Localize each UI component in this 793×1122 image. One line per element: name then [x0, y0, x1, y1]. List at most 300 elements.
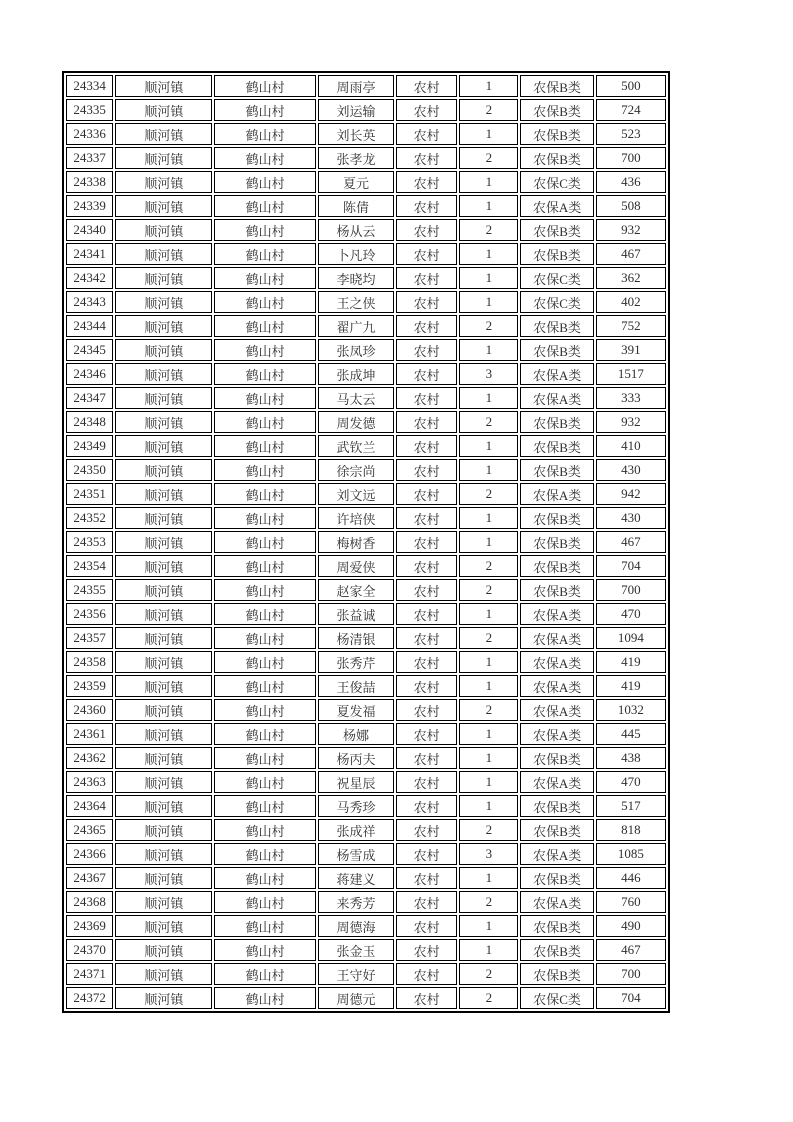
- cell-count: 1: [459, 195, 518, 217]
- cell-id: 24344: [66, 315, 113, 337]
- table-row: [66, 219, 666, 241]
- cell-town: 顺河镇: [115, 507, 212, 529]
- cell-id: 24356: [66, 603, 113, 625]
- table-row: [66, 411, 666, 433]
- cell-town: 顺河镇: [115, 243, 212, 265]
- cell-name: 夏元: [318, 171, 394, 193]
- cell-category: 农保A类: [520, 651, 593, 673]
- cell-residence: 农村: [396, 219, 457, 241]
- cell-count: 3: [459, 843, 518, 865]
- cell-town: 顺河镇: [115, 387, 212, 409]
- cell-amount: 1085: [596, 843, 666, 865]
- table-row: [66, 531, 666, 553]
- cell-town: 顺河镇: [115, 795, 212, 817]
- cell-village: 鹤山村: [214, 651, 315, 673]
- cell-count: 2: [459, 627, 518, 649]
- cell-town: 顺河镇: [115, 315, 212, 337]
- cell-id: 24363: [66, 771, 113, 793]
- cell-village: 鹤山村: [214, 435, 315, 457]
- cell-village: 鹤山村: [214, 195, 315, 217]
- cell-category: 农保B类: [520, 315, 593, 337]
- cell-village: 鹤山村: [214, 819, 315, 841]
- cell-count: 2: [459, 963, 518, 985]
- table-row: [66, 243, 666, 265]
- cell-name: 周爱侠: [318, 555, 394, 577]
- cell-town: 顺河镇: [115, 195, 212, 217]
- cell-amount: 724: [596, 99, 666, 121]
- cell-category: 农保A类: [520, 699, 593, 721]
- cell-town: 顺河镇: [115, 723, 212, 745]
- cell-name: 赵家全: [318, 579, 394, 601]
- cell-count: 1: [459, 603, 518, 625]
- cell-name: 周德海: [318, 915, 394, 937]
- cell-name: 马秀珍: [318, 795, 394, 817]
- table-row: [66, 195, 666, 217]
- cell-id: 24372: [66, 987, 113, 1009]
- cell-amount: 704: [596, 987, 666, 1009]
- cell-town: 顺河镇: [115, 459, 212, 481]
- table-row: [66, 339, 666, 361]
- cell-residence: 农村: [396, 987, 457, 1009]
- table-row: [66, 939, 666, 961]
- cell-town: 顺河镇: [115, 747, 212, 769]
- cell-name: 张成祥: [318, 819, 394, 841]
- cell-village: 鹤山村: [214, 891, 315, 913]
- cell-id: 24368: [66, 891, 113, 913]
- cell-amount: 438: [596, 747, 666, 769]
- cell-category: 农保B类: [520, 915, 593, 937]
- cell-count: 1: [459, 795, 518, 817]
- cell-residence: 农村: [396, 699, 457, 721]
- cell-residence: 农村: [396, 483, 457, 505]
- table-row: [66, 603, 666, 625]
- cell-village: 鹤山村: [214, 579, 315, 601]
- cell-id: 24352: [66, 507, 113, 529]
- cell-count: 2: [459, 987, 518, 1009]
- cell-category: 农保B类: [520, 411, 593, 433]
- cell-name: 杨雪成: [318, 843, 394, 865]
- cell-amount: 402: [596, 291, 666, 313]
- cell-id: 24360: [66, 699, 113, 721]
- cell-category: 农保B类: [520, 963, 593, 985]
- cell-count: 1: [459, 771, 518, 793]
- cell-amount: 1094: [596, 627, 666, 649]
- table-row: [66, 555, 666, 577]
- table-row: [66, 651, 666, 673]
- cell-village: 鹤山村: [214, 267, 315, 289]
- cell-residence: 农村: [396, 723, 457, 745]
- cell-category: 农保B类: [520, 939, 593, 961]
- cell-village: 鹤山村: [214, 699, 315, 721]
- cell-count: 1: [459, 675, 518, 697]
- cell-residence: 农村: [396, 171, 457, 193]
- cell-village: 鹤山村: [214, 939, 315, 961]
- cell-village: 鹤山村: [214, 867, 315, 889]
- cell-category: 农保A类: [520, 603, 593, 625]
- table-row: [66, 819, 666, 841]
- cell-name: 来秀芳: [318, 891, 394, 913]
- table-row: [66, 267, 666, 289]
- cell-village: 鹤山村: [214, 363, 315, 385]
- cell-id: 24362: [66, 747, 113, 769]
- cell-count: 2: [459, 219, 518, 241]
- cell-residence: 农村: [396, 195, 457, 217]
- cell-category: 农保A类: [520, 891, 593, 913]
- cell-category: 农保B类: [520, 507, 593, 529]
- cell-category: 农保B类: [520, 219, 593, 241]
- cell-category: 农保A类: [520, 771, 593, 793]
- cell-residence: 农村: [396, 291, 457, 313]
- cell-residence: 农村: [396, 435, 457, 457]
- table-row: [66, 627, 666, 649]
- cell-name: 张成坤: [318, 363, 394, 385]
- cell-category: 农保A类: [520, 363, 593, 385]
- table-row: [66, 459, 666, 481]
- cell-village: 鹤山村: [214, 339, 315, 361]
- cell-amount: 419: [596, 651, 666, 673]
- cell-residence: 农村: [396, 339, 457, 361]
- cell-count: 1: [459, 939, 518, 961]
- cell-amount: 508: [596, 195, 666, 217]
- cell-category: 农保C类: [520, 291, 593, 313]
- cell-count: 2: [459, 411, 518, 433]
- cell-village: 鹤山村: [214, 843, 315, 865]
- table-row: [66, 891, 666, 913]
- table-row: [66, 915, 666, 937]
- cell-village: 鹤山村: [214, 555, 315, 577]
- cell-count: 2: [459, 147, 518, 169]
- cell-count: 1: [459, 291, 518, 313]
- cell-residence: 农村: [396, 867, 457, 889]
- cell-name: 王之侠: [318, 291, 394, 313]
- cell-id: 24371: [66, 963, 113, 985]
- cell-name: 许培侠: [318, 507, 394, 529]
- cell-residence: 农村: [396, 507, 457, 529]
- cell-id: 24336: [66, 123, 113, 145]
- cell-name: 陈倩: [318, 195, 394, 217]
- cell-name: 杨从云: [318, 219, 394, 241]
- cell-amount: 942: [596, 483, 666, 505]
- table-row: [66, 723, 666, 745]
- cell-id: 24341: [66, 243, 113, 265]
- cell-amount: 333: [596, 387, 666, 409]
- cell-town: 顺河镇: [115, 411, 212, 433]
- cell-town: 顺河镇: [115, 363, 212, 385]
- table-row: [66, 507, 666, 529]
- cell-name: 周发德: [318, 411, 394, 433]
- cell-id: 24337: [66, 147, 113, 169]
- cell-id: 24355: [66, 579, 113, 601]
- cell-town: 顺河镇: [115, 75, 212, 97]
- cell-residence: 农村: [396, 555, 457, 577]
- cell-name: 张秀芹: [318, 651, 394, 673]
- table-row: [66, 747, 666, 769]
- cell-count: 2: [459, 819, 518, 841]
- cell-count: 1: [459, 267, 518, 289]
- cell-id: 24346: [66, 363, 113, 385]
- cell-name: 刘长英: [318, 123, 394, 145]
- cell-count: 2: [459, 555, 518, 577]
- cell-id: 24364: [66, 795, 113, 817]
- cell-village: 鹤山村: [214, 507, 315, 529]
- cell-amount: 446: [596, 867, 666, 889]
- cell-village: 鹤山村: [214, 483, 315, 505]
- cell-count: 1: [459, 387, 518, 409]
- cell-residence: 农村: [396, 915, 457, 937]
- cell-town: 顺河镇: [115, 987, 212, 1009]
- cell-village: 鹤山村: [214, 315, 315, 337]
- cell-town: 顺河镇: [115, 939, 212, 961]
- cell-residence: 农村: [396, 99, 457, 121]
- cell-town: 顺河镇: [115, 123, 212, 145]
- cell-name: 刘文远: [318, 483, 394, 505]
- cell-village: 鹤山村: [214, 603, 315, 625]
- cell-residence: 农村: [396, 411, 457, 433]
- cell-id: 24361: [66, 723, 113, 745]
- cell-category: 农保B类: [520, 99, 593, 121]
- cell-amount: 470: [596, 603, 666, 625]
- cell-category: 农保B类: [520, 339, 593, 361]
- cell-name: 张金玉: [318, 939, 394, 961]
- cell-id: 24353: [66, 531, 113, 553]
- cell-village: 鹤山村: [214, 219, 315, 241]
- cell-name: 张凤珍: [318, 339, 394, 361]
- cell-count: 2: [459, 579, 518, 601]
- table-row: [66, 363, 666, 385]
- cell-count: 1: [459, 435, 518, 457]
- cell-category: 农保B类: [520, 459, 593, 481]
- cell-village: 鹤山村: [214, 291, 315, 313]
- cell-residence: 农村: [396, 147, 457, 169]
- table-row: [66, 843, 666, 865]
- cell-amount: 700: [596, 147, 666, 169]
- cell-residence: 农村: [396, 531, 457, 553]
- table-row: [66, 291, 666, 313]
- cell-id: 24350: [66, 459, 113, 481]
- cell-id: 24354: [66, 555, 113, 577]
- cell-name: 卜凡玲: [318, 243, 394, 265]
- cell-amount: 1517: [596, 363, 666, 385]
- cell-residence: 农村: [396, 387, 457, 409]
- cell-count: 1: [459, 747, 518, 769]
- table-row: [66, 987, 666, 1009]
- cell-residence: 农村: [396, 843, 457, 865]
- cell-village: 鹤山村: [214, 171, 315, 193]
- cell-count: 1: [459, 339, 518, 361]
- cell-village: 鹤山村: [214, 723, 315, 745]
- cell-category: 农保C类: [520, 987, 593, 1009]
- cell-residence: 农村: [396, 651, 457, 673]
- cell-town: 顺河镇: [115, 915, 212, 937]
- cell-count: 1: [459, 459, 518, 481]
- table-row: [66, 315, 666, 337]
- cell-village: 鹤山村: [214, 747, 315, 769]
- cell-village: 鹤山村: [214, 147, 315, 169]
- cell-residence: 农村: [396, 891, 457, 913]
- cell-village: 鹤山村: [214, 99, 315, 121]
- table-row: [66, 963, 666, 985]
- cell-name: 武钦兰: [318, 435, 394, 457]
- cell-amount: 467: [596, 243, 666, 265]
- cell-count: 1: [459, 75, 518, 97]
- cell-id: 24359: [66, 675, 113, 697]
- cell-amount: 932: [596, 411, 666, 433]
- cell-residence: 农村: [396, 267, 457, 289]
- cell-village: 鹤山村: [214, 795, 315, 817]
- cell-category: 农保B类: [520, 123, 593, 145]
- cell-town: 顺河镇: [115, 531, 212, 553]
- cell-name: 翟广九: [318, 315, 394, 337]
- cell-town: 顺河镇: [115, 603, 212, 625]
- cell-residence: 农村: [396, 771, 457, 793]
- cell-town: 顺河镇: [115, 579, 212, 601]
- cell-residence: 农村: [396, 603, 457, 625]
- cell-amount: 430: [596, 507, 666, 529]
- cell-name: 王守好: [318, 963, 394, 985]
- cell-amount: 760: [596, 891, 666, 913]
- cell-village: 鹤山村: [214, 531, 315, 553]
- cell-id: 24345: [66, 339, 113, 361]
- cell-id: 24347: [66, 387, 113, 409]
- cell-amount: 362: [596, 267, 666, 289]
- cell-count: 1: [459, 507, 518, 529]
- cell-name: 李晓均: [318, 267, 394, 289]
- cell-id: 24365: [66, 819, 113, 841]
- cell-category: 农保A类: [520, 483, 593, 505]
- cell-category: 农保B类: [520, 435, 593, 457]
- cell-count: 2: [459, 99, 518, 121]
- cell-residence: 农村: [396, 243, 457, 265]
- table-row: [66, 387, 666, 409]
- cell-name: 蒋建义: [318, 867, 394, 889]
- cell-amount: 467: [596, 531, 666, 553]
- cell-id: 24335: [66, 99, 113, 121]
- cell-count: 3: [459, 363, 518, 385]
- cell-category: 农保B类: [520, 147, 593, 169]
- cell-name: 夏发福: [318, 699, 394, 721]
- cell-count: 1: [459, 723, 518, 745]
- cell-residence: 农村: [396, 819, 457, 841]
- table-row: [66, 579, 666, 601]
- cell-town: 顺河镇: [115, 891, 212, 913]
- cell-category: 农保B类: [520, 75, 593, 97]
- cell-residence: 农村: [396, 963, 457, 985]
- cell-residence: 农村: [396, 75, 457, 97]
- cell-name: 王俊喆: [318, 675, 394, 697]
- table-row: [66, 99, 666, 121]
- table-row: [66, 795, 666, 817]
- table-row: [66, 483, 666, 505]
- cell-village: 鹤山村: [214, 771, 315, 793]
- cell-category: 农保C类: [520, 267, 593, 289]
- cell-name: 马太云: [318, 387, 394, 409]
- cell-category: 农保B类: [520, 819, 593, 841]
- cell-village: 鹤山村: [214, 75, 315, 97]
- cell-category: 农保A类: [520, 843, 593, 865]
- cell-category: 农保A类: [520, 195, 593, 217]
- cell-amount: 517: [596, 795, 666, 817]
- cell-village: 鹤山村: [214, 915, 315, 937]
- cell-residence: 农村: [396, 939, 457, 961]
- cell-id: 24370: [66, 939, 113, 961]
- cell-amount: 523: [596, 123, 666, 145]
- cell-category: 农保B类: [520, 747, 593, 769]
- cell-amount: 490: [596, 915, 666, 937]
- cell-id: 24334: [66, 75, 113, 97]
- cell-name: 祝星辰: [318, 771, 394, 793]
- cell-count: 2: [459, 699, 518, 721]
- cell-town: 顺河镇: [115, 819, 212, 841]
- cell-category: 农保A类: [520, 723, 593, 745]
- cell-category: 农保B类: [520, 531, 593, 553]
- cell-residence: 农村: [396, 459, 457, 481]
- cell-count: 1: [459, 171, 518, 193]
- cell-amount: 410: [596, 435, 666, 457]
- cell-residence: 农村: [396, 627, 457, 649]
- cell-category: 农保B类: [520, 579, 593, 601]
- cell-category: 农保A类: [520, 387, 593, 409]
- cell-town: 顺河镇: [115, 171, 212, 193]
- table-row: [66, 771, 666, 793]
- cell-amount: 430: [596, 459, 666, 481]
- table-row: [66, 171, 666, 193]
- cell-residence: 农村: [396, 363, 457, 385]
- cell-town: 顺河镇: [115, 147, 212, 169]
- cell-category: 农保A类: [520, 675, 593, 697]
- cell-count: 2: [459, 891, 518, 913]
- cell-count: 2: [459, 483, 518, 505]
- cell-town: 顺河镇: [115, 291, 212, 313]
- cell-count: 1: [459, 915, 518, 937]
- cell-id: 24357: [66, 627, 113, 649]
- cell-id: 24340: [66, 219, 113, 241]
- cell-amount: 470: [596, 771, 666, 793]
- cell-amount: 704: [596, 555, 666, 577]
- cell-residence: 农村: [396, 123, 457, 145]
- cell-category: 农保B类: [520, 795, 593, 817]
- benefits-table: [62, 71, 670, 1013]
- cell-amount: 436: [596, 171, 666, 193]
- cell-village: 鹤山村: [214, 675, 315, 697]
- cell-town: 顺河镇: [115, 651, 212, 673]
- cell-id: 24367: [66, 867, 113, 889]
- cell-village: 鹤山村: [214, 411, 315, 433]
- cell-amount: 818: [596, 819, 666, 841]
- cell-id: 24358: [66, 651, 113, 673]
- cell-town: 顺河镇: [115, 771, 212, 793]
- cell-count: 2: [459, 315, 518, 337]
- cell-id: 24349: [66, 435, 113, 457]
- cell-amount: 700: [596, 579, 666, 601]
- cell-id: 24369: [66, 915, 113, 937]
- cell-id: 24366: [66, 843, 113, 865]
- cell-residence: 农村: [396, 675, 457, 697]
- cell-town: 顺河镇: [115, 843, 212, 865]
- cell-category: 农保B类: [520, 867, 593, 889]
- cell-category: 农保A类: [520, 627, 593, 649]
- cell-count: 1: [459, 243, 518, 265]
- cell-residence: 农村: [396, 747, 457, 769]
- cell-residence: 农村: [396, 795, 457, 817]
- cell-town: 顺河镇: [115, 867, 212, 889]
- cell-amount: 700: [596, 963, 666, 985]
- cell-town: 顺河镇: [115, 963, 212, 985]
- cell-town: 顺河镇: [115, 339, 212, 361]
- table-row: [66, 123, 666, 145]
- cell-name: 徐宗尚: [318, 459, 394, 481]
- cell-count: 1: [459, 867, 518, 889]
- cell-name: 杨清银: [318, 627, 394, 649]
